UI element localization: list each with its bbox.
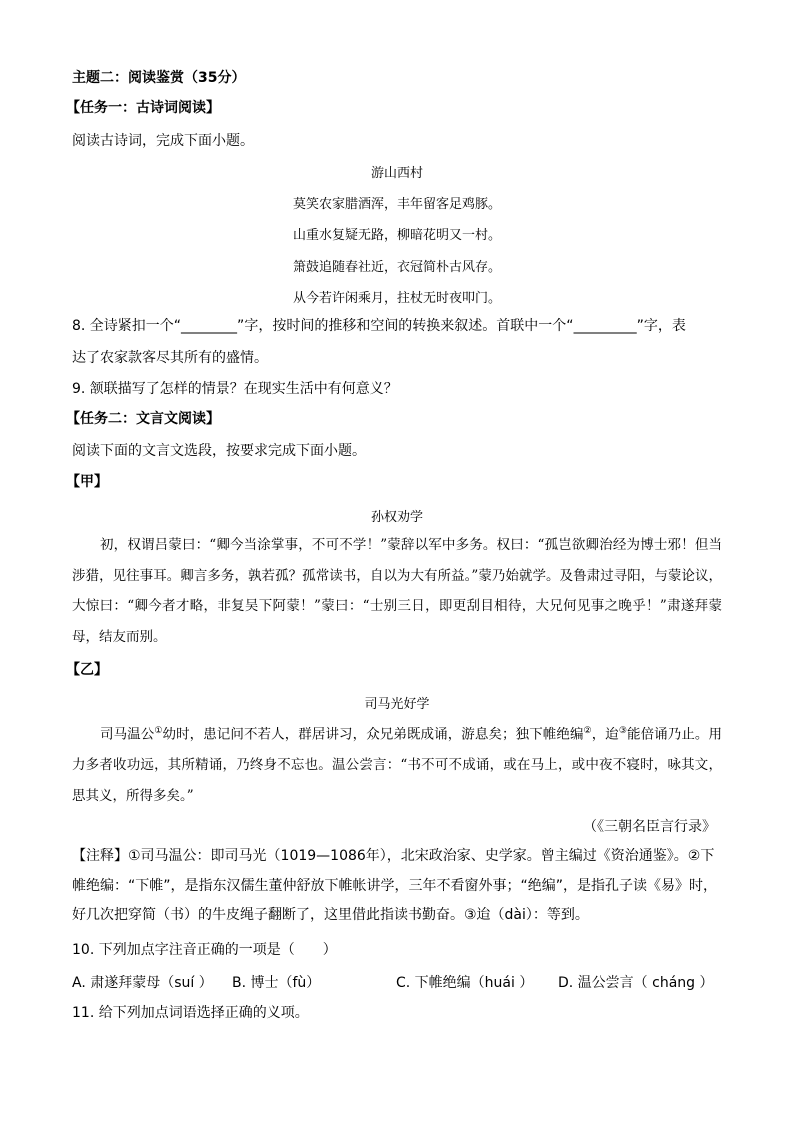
task1-heading: 【任务一：古诗词阅读】 <box>66 100 220 116</box>
question-11: 11. 给下列加点词语选择正确的义项。 <box>72 1005 309 1021</box>
passage-yi-text <box>72 716 722 811</box>
task2-heading: 【任务二：文言文阅读】 <box>66 411 220 427</box>
poem-title: 游山西村 <box>370 166 423 181</box>
text-run: 能倍诵乃止。用力多者收功远，其所精诵，乃终身不忘也。温公尝言：“书不可不成诵，或在马上，或中夜不寝时，咏其文，思其义，所得多矣。” <box>72 726 723 804</box>
annotation-notes: 【注释】①司马温公：即司马光（1019—1086年），北宋政治家、史学家。曾主编过《资治通鉴》。②下帷绝编：“下帷”，是指东汉儒生董仲舒放下帷帐讲学，三年不看窗外事；“绝编”，是指孔子读《易》时，好几次把穿简（书）的牛皮绳子翻断了，这里借此指读书勤奋。③迨（dài）：等到。 <box>72 848 718 923</box>
option-a[interactable]: A. 肃遂拜蒙母（suí ） <box>72 975 213 991</box>
footnote-marker: ③ <box>618 726 628 736</box>
option-d[interactable]: D. 温公尝言（ cháng ） <box>558 975 714 991</box>
passage-jia-text: 初，权谓吕蒙曰：“卿今当涂掌事，不可不学！”蒙辞以军中多务。权曰：“孤岂欲卿治经为博士邪！但当涉猎，见往事耳。卿言多务，孰若孤？孤常读书，自以为大有所益。”蒙乃始就学。及鲁肃过寻阳，与蒙论议，大惊曰：“卿今者才略，非复吴下阿蒙！”蒙曰：“士别三日，即更刮目相待，大兄何见事之晚乎！”肃遂拜蒙母，结友而别。 <box>72 537 722 645</box>
option-c[interactable]: C. 下帷绝编（huái ） <box>396 975 534 991</box>
footnote-marker: ② <box>583 726 592 736</box>
section-title: 主题二：阅读鉴赏（35分） <box>72 70 246 86</box>
poem-line: 从今若许闲乘月，拄杖无时夜叩门。 <box>292 291 501 306</box>
question-8-line2: 达了农家款客尽其所有的盛情。 <box>72 350 268 366</box>
question-10: 10. 下列加点字注音正确的一项是（ ） <box>72 942 337 958</box>
poem-line: 山重水复疑无路，柳暗花明又一村。 <box>292 228 501 243</box>
text-run: 幼时，患记问不若人，群居讲习，众兄弟既成诵，游息矣；独下帷绝编 <box>162 726 584 743</box>
question-8-line1: 8. 全诗紧扣一个“________”字，按时间的推移和空间的转换来叙述。首联中一个“_________”字，表 <box>72 318 686 334</box>
footnote-marker: ① <box>154 726 163 736</box>
text-run: 司马温公 <box>100 726 155 743</box>
poem-line: 莫笑农家腊酒浑，丰年留客足鸡豚。 <box>292 197 501 212</box>
passage-jia-title: 孙权劝学 <box>370 510 423 525</box>
passage-jia-label: 【甲】 <box>66 474 108 490</box>
question-9: 9. 颔联描写了怎样的情景？在现实生活中有何意义？ <box>72 381 398 397</box>
source-citation: （《三朝名臣言行录》 <box>583 819 716 835</box>
passage-yi-label: 【乙】 <box>66 662 108 678</box>
task1-instruction: 阅读古诗词，完成下面小题。 <box>72 133 254 149</box>
task2-instruction: 阅读下面的文言文选段，按要求完成下面小题。 <box>72 443 366 459</box>
poem-line: 箫鼓追随春社近，衣冠简朴古风存。 <box>292 260 501 275</box>
passage-yi-title: 司马光好学 <box>364 697 430 712</box>
option-b[interactable]: B. 博士（fù） <box>232 975 321 991</box>
text-run: ，迨 <box>591 726 619 743</box>
